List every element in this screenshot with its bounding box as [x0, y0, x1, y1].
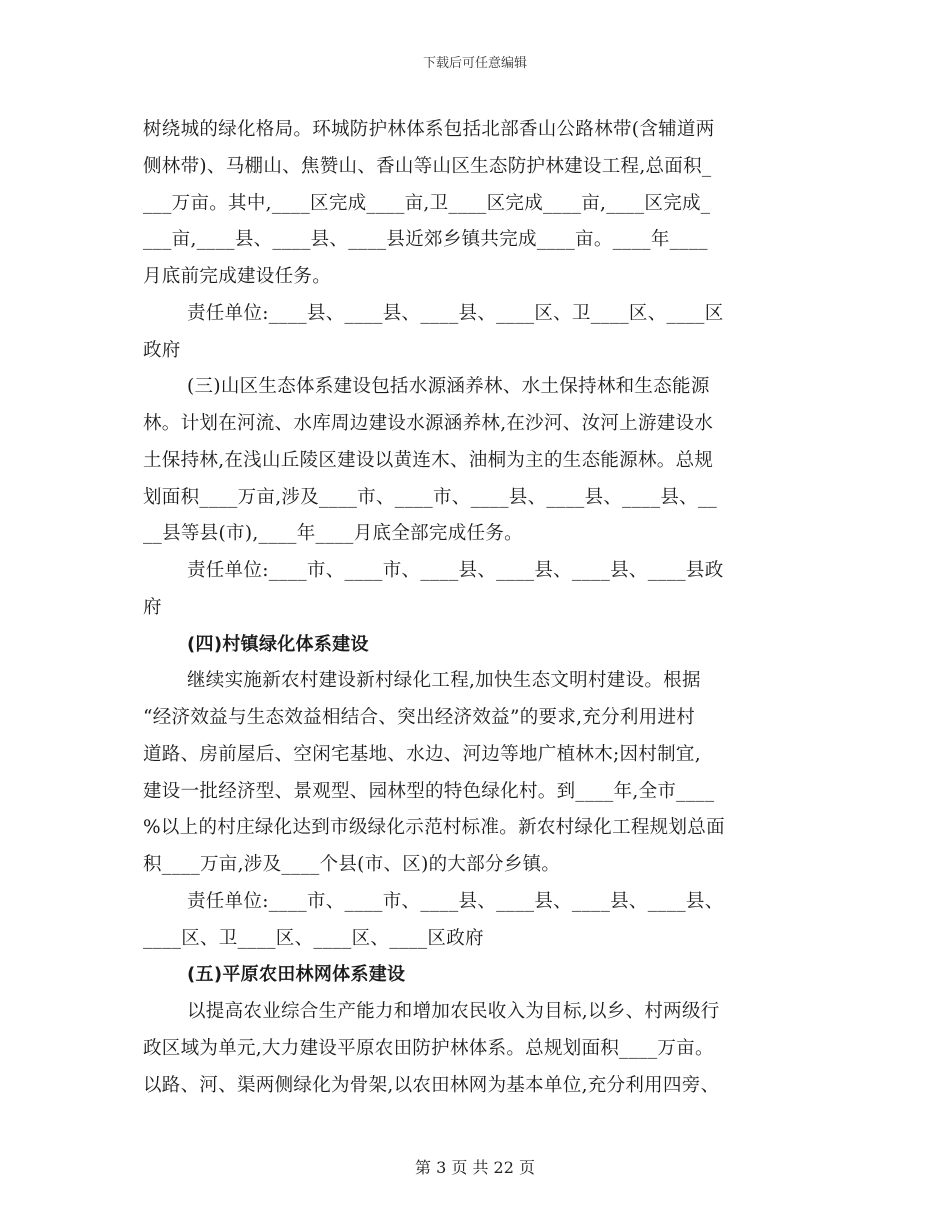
text-line: 道路、房前屋后、空闲宅基地、水边、河边等地广植林木;因村制宜,	[143, 743, 701, 765]
text-line: 责任单位:____市、____市、____县、____县、____县、____县政	[187, 560, 724, 581]
text-line: ____区、卫____区、____区、____区政府	[143, 927, 484, 949]
text-line: 政区域为单元,大力建设平原农田防护林体系。总规划面积____万亩。	[143, 1037, 714, 1059]
text-line: 侧林带)、马棚山、焦赞山、香山等山区生态防护林建设工程,总面积_	[143, 155, 712, 177]
text-line: ___亩,____县、____县、____县近郊乡镇共完成____亩。____年____	[143, 229, 708, 251]
text-line: 划面积____万亩,涉及____市、____市、____县、____县、____县、__	[143, 486, 718, 508]
document-body	[143, 112, 808, 1104]
text-line: 积____万亩,涉及____个县(市、区)的大部分乡镇。	[143, 854, 561, 875]
text-line: 树绕城的绿化格局。环城防护林体系包括北部香山公路林带(含辅道两	[143, 119, 715, 140]
text-line: ___万亩。其中,____区完成____亩,卫____区完成____亩,____区完成_	[143, 192, 711, 214]
text-line: 责任单位:____市、____市、____县、____县、____县、____县、	[187, 890, 724, 912]
text-line: 政府	[143, 339, 181, 361]
section-heading: (五)平原农田林网体系建设	[187, 964, 406, 986]
section-heading: (四)村镇绿化体系建设	[187, 633, 369, 655]
text-line: __县等县(市),____年____月底全部完成任务。	[143, 523, 523, 545]
text-line: 府	[143, 596, 162, 618]
text-line: 建设一批经济型、景观型、园林型的特色绿化村。到____年,全市____	[143, 780, 715, 802]
page-header: 下载后可任意编辑	[422, 56, 527, 71]
page-footer: 第 3 页 共 22 页	[415, 1158, 535, 1177]
text-line: (三)山区生态体系建设包括水源涵养林、水土保持林和生态能源	[187, 376, 710, 398]
text-line: 林。计划在河流、水库周边建设水源涵养林,在沙河、汝河上游建设水	[143, 413, 714, 434]
text-line: “经济效益与生态效益相结合、突出经济效益”的要求,充分利用进村	[143, 707, 696, 728]
text-line: 月底前完成建设任务。	[143, 266, 332, 287]
text-line: 土保持林,在浅山丘陵区建设以黄连木、油桐为主的生态能源林。总规	[143, 449, 714, 471]
text-line: %以上的村庄绿化达到市级绿化示范村标准。新农村绿化工程规划总面	[143, 817, 725, 839]
text-line: 继续实施新农村建设新村绿化工程,加快生态文明村建设。根据	[187, 670, 701, 692]
text-line: 以路、河、渠两侧绿化为骨架,以农田林网为基本单位,充分利用四旁、	[143, 1074, 720, 1096]
text-line: 以提高农业综合生产能力和增加农民收入为目标,以乡、村两级行	[187, 1001, 720, 1022]
text-line: 责任单位:____县、____县、____县、____区、卫____区、____区	[187, 302, 724, 324]
